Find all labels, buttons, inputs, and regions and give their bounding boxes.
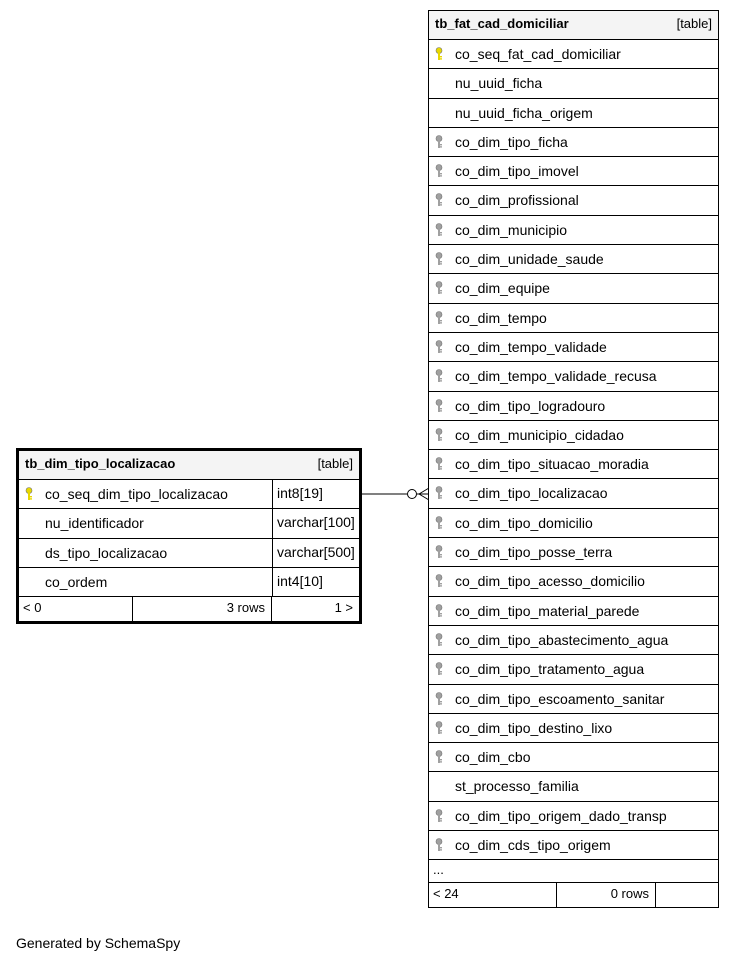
column-name: co_dim_tipo_situacao_moradia xyxy=(455,456,649,473)
column-name: nu_uuid_ficha_origem xyxy=(455,104,593,121)
foreign-key-icon xyxy=(435,428,445,442)
column-name: co_dim_unidade_saude xyxy=(455,251,604,268)
column-row[interactable] xyxy=(429,772,718,801)
column-name: co_ordem xyxy=(45,573,108,590)
column-type: int8[19] xyxy=(272,480,359,508)
column-row[interactable] xyxy=(429,538,718,567)
column-name: co_dim_tipo_origem_dado_transp xyxy=(455,807,667,824)
foreign-key-icon xyxy=(435,369,445,383)
column-name: co_dim_tipo_localizacao xyxy=(455,485,608,502)
column-name: co_seq_fat_cad_domiciliar xyxy=(455,46,621,62)
column-row[interactable] xyxy=(19,480,359,509)
foreign-key-icon xyxy=(435,574,445,588)
column-row[interactable] xyxy=(429,362,718,391)
foreign-key-icon xyxy=(435,721,445,735)
table-kind: [table] xyxy=(676,16,712,31)
foreign-key-icon xyxy=(435,486,445,500)
table-footer xyxy=(19,597,359,621)
column-row[interactable] xyxy=(19,539,359,568)
foreign-key-icon xyxy=(435,516,445,530)
table-footer xyxy=(429,883,718,907)
column-row[interactable] xyxy=(429,333,718,362)
foreign-key-icon xyxy=(435,135,445,149)
foreign-key-icon xyxy=(435,750,445,764)
column-name: co_dim_tempo_validade xyxy=(455,338,607,355)
foreign-key-icon xyxy=(435,311,445,325)
table-tb-dim-tipo-localizacao[interactable] xyxy=(16,448,362,624)
column-row[interactable] xyxy=(429,743,718,772)
column-name: co_dim_tipo_posse_terra xyxy=(455,544,613,561)
foreign-key-icon xyxy=(435,164,445,178)
column-row[interactable] xyxy=(429,802,718,831)
column-row[interactable] xyxy=(429,685,718,714)
column-row[interactable] xyxy=(429,216,718,245)
column-name: co_dim_tipo_escoamento_sanitar xyxy=(455,690,665,707)
primary-key-icon xyxy=(25,487,35,501)
parents-count: < 0 xyxy=(23,600,42,616)
foreign-key-icon xyxy=(435,340,445,354)
column-name: co_dim_cds_tipo_origem xyxy=(455,837,611,854)
column-name: co_dim_tempo_validade_recusa xyxy=(455,368,657,385)
more-columns-row xyxy=(429,860,718,883)
column-name: co_dim_tipo_material_parede xyxy=(455,602,640,619)
column-name: co_dim_tipo_acesso_domicilio xyxy=(455,573,645,590)
table-kind: [table] xyxy=(317,456,353,471)
foreign-key-icon xyxy=(435,838,445,852)
column-row[interactable] xyxy=(429,274,718,303)
column-name: st_processo_familia xyxy=(455,778,579,795)
foreign-key-icon xyxy=(435,633,445,647)
column-row[interactable] xyxy=(429,304,718,333)
foreign-key-icon xyxy=(435,252,445,266)
column-row[interactable] xyxy=(429,831,718,860)
table-tb-fat-cad-domiciliar[interactable] xyxy=(428,10,719,908)
foreign-key-icon xyxy=(435,193,445,207)
column-name: co_dim_tipo_domicilio xyxy=(455,514,593,531)
column-row[interactable] xyxy=(429,157,718,186)
column-row[interactable] xyxy=(429,186,718,215)
column-name: co_dim_tipo_imovel xyxy=(455,163,579,180)
column-row[interactable] xyxy=(429,714,718,743)
foreign-key-icon xyxy=(435,223,445,237)
foreign-key-icon xyxy=(435,692,445,706)
foreign-key-icon xyxy=(435,604,445,618)
column-name: ds_tipo_localizacao xyxy=(45,544,168,561)
foreign-key-icon xyxy=(435,457,445,471)
table-header xyxy=(19,451,359,480)
column-row[interactable] xyxy=(429,479,718,508)
column-row[interactable] xyxy=(429,245,718,274)
column-row[interactable] xyxy=(429,128,718,157)
foreign-key-icon xyxy=(435,281,445,295)
column-name: co_dim_tipo_tratamento_agua xyxy=(455,661,645,678)
column-row[interactable] xyxy=(429,509,718,538)
foreign-key-icon xyxy=(435,809,445,823)
table-name: tb_fat_cad_domiciliar xyxy=(435,16,569,31)
row-count: 3 rows xyxy=(226,600,265,616)
column-row[interactable] xyxy=(429,450,718,479)
column-name: co_dim_profissional xyxy=(455,192,579,209)
table-header xyxy=(429,11,718,40)
table-name: tb_dim_tipo_localizacao xyxy=(25,456,176,471)
foreign-key-icon xyxy=(435,399,445,413)
column-row[interactable] xyxy=(19,568,359,597)
column-row[interactable] xyxy=(429,597,718,626)
column-row[interactable] xyxy=(429,626,718,655)
row-count: 0 rows xyxy=(610,886,649,902)
ellipsis: ... xyxy=(433,862,444,878)
column-row[interactable] xyxy=(429,567,718,596)
generated-by-text: Generated by SchemaSpy xyxy=(16,935,181,951)
foreign-key-icon xyxy=(435,662,445,676)
column-name: co_seq_dim_tipo_localizacao xyxy=(45,486,228,502)
primary-key-icon xyxy=(435,47,445,61)
column-name: co_dim_tempo xyxy=(455,309,547,326)
column-type: int4[10] xyxy=(272,568,359,596)
column-row[interactable] xyxy=(429,40,718,69)
parents-count: < 24 xyxy=(433,886,459,902)
column-name: co_dim_tipo_logradouro xyxy=(455,397,606,414)
foreign-key-icon xyxy=(435,545,445,559)
column-name: co_dim_municipio xyxy=(455,221,568,238)
children-count: 1 > xyxy=(334,600,353,616)
column-name: co_dim_municipio_cidadao xyxy=(455,426,624,443)
column-type: varchar[500] xyxy=(272,539,359,567)
column-name: co_dim_equipe xyxy=(455,280,550,297)
column-name: nu_identificador xyxy=(45,515,144,532)
column-type: varchar[100] xyxy=(272,509,359,537)
column-row[interactable] xyxy=(429,392,718,421)
column-name: co_dim_tipo_ficha xyxy=(455,133,568,150)
column-row[interactable] xyxy=(19,509,359,538)
column-row[interactable] xyxy=(429,421,718,450)
column-name: co_dim_tipo_abastecimento_agua xyxy=(455,631,669,648)
column-row[interactable] xyxy=(429,655,718,684)
column-row[interactable] xyxy=(429,69,718,98)
column-name: co_dim_cbo xyxy=(455,749,531,766)
column-name: nu_uuid_ficha xyxy=(455,75,543,92)
column-row[interactable] xyxy=(429,99,718,128)
column-name: co_dim_tipo_destino_lixo xyxy=(455,719,613,736)
